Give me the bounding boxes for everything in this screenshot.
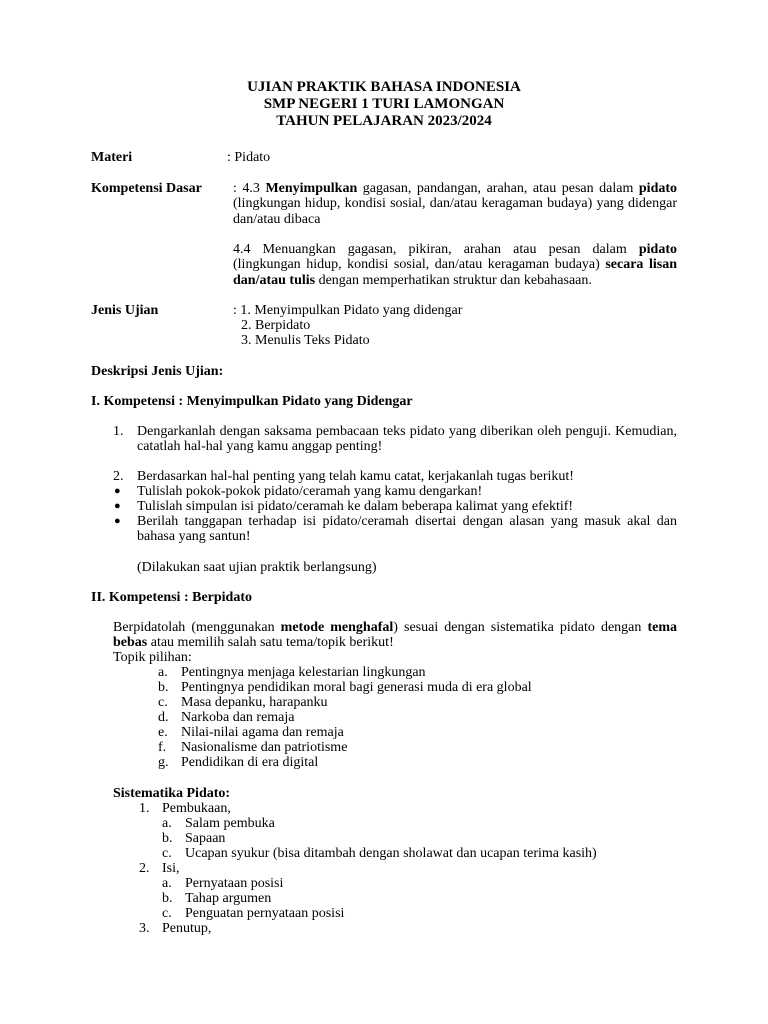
- list-letter: b.: [162, 891, 173, 906]
- list-letter: f.: [158, 740, 167, 755]
- exam-note: (Dilakukan saat ujian praktik berlangsung): [137, 560, 377, 575]
- topic-item: Narkoba dan remaja: [181, 710, 295, 725]
- task-bullet: Tulislah pokok-pokok pidato/ceramah yang kamu dengarkan!: [137, 484, 483, 499]
- topic-item: Masa depanku, harapanku: [181, 695, 328, 710]
- topic-item: Pentingnya menjaga kelestarian lingkungan: [181, 665, 426, 680]
- list-letter: g.: [158, 755, 169, 770]
- list-number: 1.: [139, 801, 150, 816]
- jenis-ujian-label: Jenis Ujian: [91, 303, 159, 318]
- topic-item: Pentingnya pendidikan moral bagi generasi muda di era global: [181, 680, 532, 695]
- topic-item: Nilai-nilai agama dan remaja: [181, 725, 344, 740]
- materi-label: Materi: [91, 150, 133, 165]
- academic-year: TAHUN PELAJARAN 2023/2024: [276, 113, 492, 129]
- bullet-icon: ●: [114, 500, 121, 512]
- kd-label: Kompetensi Dasar: [91, 181, 202, 196]
- jenis-ujian-item: : 1. Menyimpulkan Pidato yang didengar: [233, 303, 463, 318]
- list-letter: b.: [158, 680, 169, 695]
- sistematika-heading: Sistematika Pidato:: [113, 786, 231, 801]
- structure-part: Penutup,: [162, 921, 212, 936]
- bullet-icon: ●: [114, 485, 121, 497]
- school-name: SMP NEGERI 1 TURI LAMONGAN: [263, 96, 505, 112]
- document-title: UJIAN PRAKTIK BAHASA INDONESIA: [247, 79, 521, 95]
- task-bullet: Berilah tanggapan terhadap isi pidato/ceramah disertai dengan alasan yang masuk akal dan bahasa yang santun!: [137, 514, 677, 545]
- structure-item: Sapaan: [185, 831, 226, 846]
- structure-item: Salam pembuka: [185, 816, 275, 831]
- jenis-ujian-item: 3. Menulis Teks Pidato: [241, 333, 370, 348]
- kd-4-4: 4.4 Menuangkan gagasan, pikiran, arahan atau pesan dalam pidato (lingkungan hidup, kondisi sosial, dan/atau keragaman budaya) secara lisan dan/atau tulis dengan memperhatikan struktur dan kebahasaan.: [233, 242, 677, 288]
- list-number: 3.: [139, 921, 150, 936]
- list-letter: b.: [162, 831, 173, 846]
- list-letter: d.: [158, 710, 169, 725]
- jenis-ujian-item: 2. Berpidato: [241, 318, 311, 333]
- list-letter: c.: [158, 695, 168, 710]
- materi-value: : Pidato: [227, 150, 271, 165]
- structure-item: Pernyataan posisi: [185, 876, 284, 891]
- structure-part: Pembukaan,: [162, 801, 231, 816]
- list-number: 2.: [113, 469, 124, 484]
- structure-part: Isi,: [162, 861, 180, 876]
- structure-item: Ucapan syukur (bisa ditambah dengan sholawat dan ucapan terima kasih): [185, 846, 597, 861]
- deskripsi-heading: Deskripsi Jenis Ujian:: [91, 364, 224, 379]
- list-letter: a.: [158, 665, 168, 680]
- topik-label: Topik pilihan:: [113, 650, 192, 665]
- list-letter: a.: [162, 876, 172, 891]
- list-number: 2.: [139, 861, 150, 876]
- task-bullet: Tulislah simpulan isi pidato/ceramah ke dalam beberapa kalimat yang efektif!: [137, 499, 574, 514]
- berpidato-instruction: Berpidatolah (menggunakan metode menghafal) sesuai dengan sistematika pidato dengan tema bebas atau memilih salah satu tema/topik berikut!: [113, 620, 677, 651]
- list-letter: a.: [162, 816, 172, 831]
- bullet-icon: ●: [114, 515, 121, 527]
- topic-item: Nasionalisme dan patriotisme: [181, 740, 348, 755]
- structure-item: Penguatan pernyataan posisi: [185, 906, 345, 921]
- topic-item: Pendidikan di era digital: [181, 755, 319, 770]
- list-letter: c.: [162, 906, 172, 921]
- list-number: 1.: [113, 424, 124, 439]
- list-letter: e.: [158, 725, 168, 740]
- section-1-heading: I. Kompetensi : Menyimpulkan Pidato yang Didengar: [91, 394, 413, 409]
- structure-item: Tahap argumen: [185, 891, 272, 906]
- instruction-item-2: Berdasarkan hal-hal penting yang telah kamu catat, kerjakanlah tugas berikut!: [137, 469, 574, 484]
- list-letter: c.: [162, 846, 172, 861]
- instruction-item-1: Dengarkanlah dengan saksama pembacaan teks pidato yang diberikan oleh penguji. Kemudian, catatlah hal-hal yang kamu anggap penting!: [137, 424, 677, 455]
- section-2-heading: II. Kompetensi : Berpidato: [91, 590, 252, 605]
- kd-4-3: : 4.3 Menyimpulkan gagasan, pandangan, arahan, atau pesan dalam pidato (lingkungan hidup, kondisi sosial, dan/atau keragaman budaya) yang didengar dan/atau dibaca: [233, 181, 678, 227]
